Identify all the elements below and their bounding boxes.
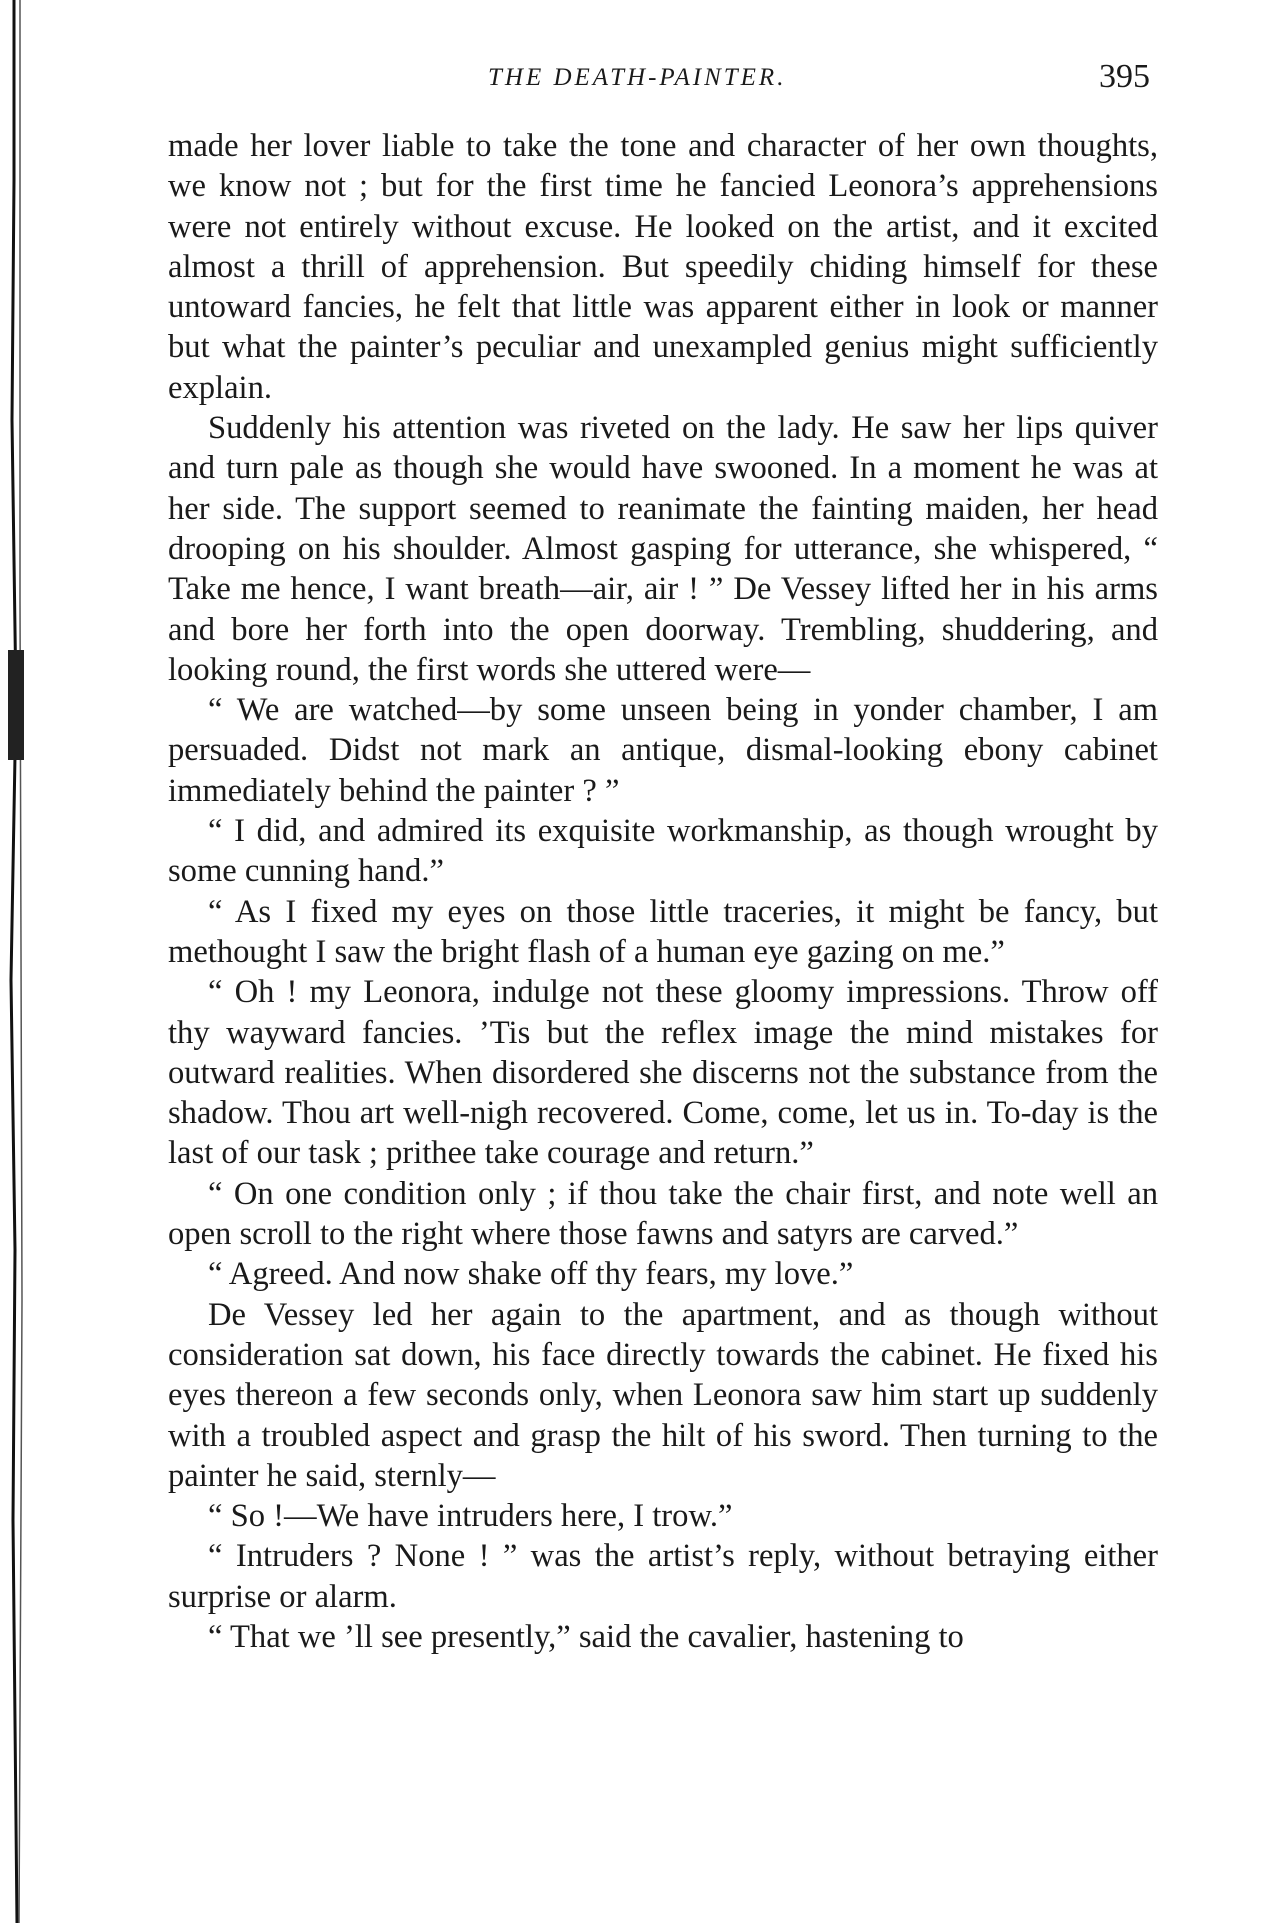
paragraph: “ Agreed. And now shake off thy fears, my love.” bbox=[208, 1256, 854, 1293]
paragraph: Suddenly his attention was riveted on the lady. He saw her lips quiver and turn pale as though she would have swooned. In a moment he was at her side. The support seemed to reanimate the fainting maiden, her head drooping on his shoulder. Almost gasping for utterance, she whispered, “ Take me hence, I want breath—air, air ! ” De Vessey lifted her in his arms and bore her forth into the open doorway. Trembling, shuddering, and looking round, the first words she uttered were— bbox=[168, 410, 1158, 688]
paragraph: “ On one condition only ; if thou take the chair first, and note well an open scroll to the right where those fawns and satyrs are carved.” bbox=[168, 1175, 1158, 1253]
paragraph: made her lover liable to take the tone and character of her own thoughts, we know not ; but for the first time he fancied Leonora’s apprehensions were not entirely without excuse. He looked on the artist, and it excited almost a thrill of apprehension. But speedily chiding himself for these untoward fancies, he felt that little was apparent either in look or manner but what the painter’s peculiar and unexampled genius might sufficiently explain. bbox=[168, 128, 1158, 406]
paragraph: “ We are watched—by some unseen being in yonder chamber, I am persuaded. Didst not mark an antique, dismal-looking ebony cabinet immediately behind the painter ? ” bbox=[168, 692, 1158, 809]
running-head-title: THE DEATH-PAINTER. bbox=[488, 64, 787, 91]
scanned-page-edge bbox=[0, 0, 30, 1923]
paragraph: “ That we ’ll see presently,” said the cavalier, hastening to bbox=[208, 1618, 964, 1655]
paragraph: “ I did, and admired its exquisite workmanship, as though wrought by some cunning hand.” bbox=[168, 813, 1158, 890]
running-head bbox=[168, 58, 1158, 108]
paragraph: “ So !—We have intruders here, I trow.” bbox=[208, 1498, 733, 1535]
paragraph: “ Oh ! my Leonora, indulge not these gloomy impressions. Throw off thy wayward fancies. ’Tis but the reflex image the mind mistakes for outward realities. When disordered she discerns not the substance from the shadow. Thou art well-nigh recovered. Come, come, let us in. To-day is the last of our task ; prithee take courage and return.” bbox=[168, 974, 1158, 1172]
paragraph: “ Intruders ? None ! ” was the artist’s reply, without betraying either surprise or alarm. bbox=[168, 1538, 1158, 1615]
paragraph: “ As I fixed my eyes on those little traceries, it might be fancy, but methought I saw the bright flash of a human eye gazing on me.” bbox=[168, 893, 1158, 970]
paragraph: De Vessey led her again to the apartment, and as though without consideration sat down, his face directly towards the cabinet. He fixed his eyes thereon a few seconds only, when Leonora saw him start up suddenly with a troubled aspect and grasp the hilt of his sword. Then turning to the painter he said, sternly— bbox=[168, 1296, 1158, 1494]
body-text bbox=[168, 126, 1158, 1657]
page-number: 395 bbox=[1099, 58, 1150, 95]
